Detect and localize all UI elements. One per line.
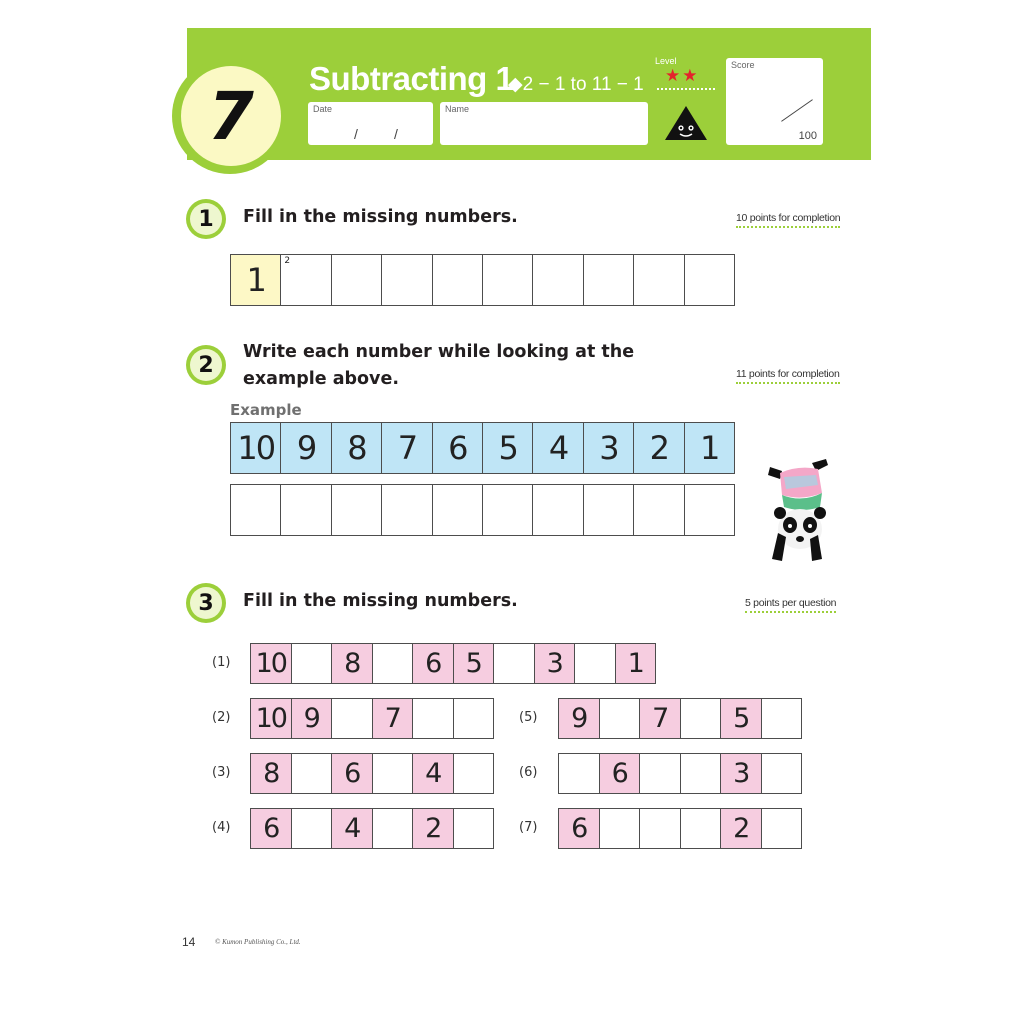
given-cell: 5	[720, 698, 762, 739]
answer-cell[interactable]	[558, 753, 600, 794]
example-cell: 7	[381, 422, 432, 474]
answer-cell[interactable]	[432, 254, 483, 306]
given-cell: 6	[599, 753, 641, 794]
level-stars: ★★	[665, 66, 700, 86]
hint-number: 2	[284, 256, 291, 266]
answer-cell[interactable]	[372, 808, 414, 849]
question-4-row	[250, 808, 494, 849]
answer-cell[interactable]	[639, 753, 681, 794]
answer-cell[interactable]	[372, 643, 414, 684]
date-slash: /	[354, 126, 358, 142]
handstand-panda-icon	[762, 455, 834, 567]
given-cell: 6	[412, 643, 454, 684]
answer-cell[interactable]	[583, 484, 634, 536]
copyright-notice: © Kumon Publishing Co., Ltd.	[215, 938, 301, 946]
answer-cell[interactable]	[482, 484, 533, 536]
given-cell: 2	[412, 808, 454, 849]
date-slash: /	[394, 126, 398, 142]
answer-cell[interactable]	[680, 753, 722, 794]
answer-cell[interactable]	[291, 808, 333, 849]
section-3-instruction: Fill in the missing numbers.	[243, 591, 518, 611]
answer-cell[interactable]	[639, 808, 681, 849]
example-row	[230, 422, 735, 474]
given-cell: 4	[331, 808, 373, 849]
section-2-number: 2	[190, 349, 222, 381]
example-cell: 6	[432, 422, 483, 474]
triangle-face-icon	[663, 104, 709, 142]
score-label: Score	[731, 60, 755, 70]
date-label: Date	[313, 104, 333, 114]
answer-cell[interactable]	[493, 643, 535, 684]
section-1-points: 10 points for completion	[736, 212, 840, 228]
answer-cell[interactable]	[412, 698, 454, 739]
given-cell: 10	[250, 698, 292, 739]
section-1-row	[230, 254, 735, 306]
question-3-row	[250, 753, 494, 794]
level-label: Level	[655, 56, 677, 66]
question-6-row	[558, 753, 802, 794]
question-1-label: (1)	[212, 655, 231, 670]
unit-number: 7	[208, 77, 254, 155]
answer-cell[interactable]	[453, 753, 495, 794]
page-number: 14	[182, 935, 196, 949]
question-5-row	[558, 698, 802, 739]
example-label: Example	[230, 401, 302, 419]
given-cell: 1	[615, 643, 657, 684]
section-2-instruction-line-2: example above.	[243, 369, 399, 389]
answer-cell[interactable]	[599, 698, 641, 739]
example-cell: 4	[532, 422, 583, 474]
example-cell: 10	[230, 422, 281, 474]
answer-cell[interactable]	[633, 484, 684, 536]
score-max: 100	[798, 130, 817, 142]
given-cell: 4	[412, 753, 454, 794]
question-1-row	[250, 643, 656, 684]
answer-cell[interactable]	[684, 254, 735, 306]
answer-cell[interactable]	[633, 254, 684, 306]
question-3-label: (3)	[212, 765, 231, 780]
answer-cell: 1	[230, 254, 281, 306]
given-cell: 6	[558, 808, 600, 849]
given-cell: 7	[372, 698, 414, 739]
answer-cell[interactable]	[280, 484, 331, 536]
given-cell: 7	[639, 698, 681, 739]
given-cell: 3	[534, 643, 576, 684]
score-slash	[781, 99, 813, 122]
answer-cell[interactable]	[331, 698, 373, 739]
given-cell: 3	[720, 753, 762, 794]
given-cell: 5	[453, 643, 495, 684]
answer-cell[interactable]	[761, 808, 803, 849]
level-divider	[657, 88, 715, 90]
worksheet-title: Subtracting 1	[309, 60, 514, 97]
answer-cell[interactable]	[684, 484, 735, 536]
answer-cell[interactable]	[599, 808, 641, 849]
question-7-label: (7)	[519, 820, 538, 835]
question-7-row	[558, 808, 802, 849]
question-4-label: (4)	[212, 820, 231, 835]
answer-cell[interactable]	[532, 254, 583, 306]
section-2-instruction-line-1: Write each number while looking at the	[243, 342, 635, 362]
answer-cell[interactable]	[574, 643, 616, 684]
example-cell: 5	[482, 422, 533, 474]
date-field[interactable]	[308, 102, 433, 145]
given-cell: 10	[250, 643, 292, 684]
answer-cell[interactable]	[680, 808, 722, 849]
answer-cell[interactable]	[532, 484, 583, 536]
answer-cell[interactable]	[381, 484, 432, 536]
given-cell: 8	[331, 643, 373, 684]
answer-cell[interactable]	[432, 484, 483, 536]
answer-cell[interactable]	[331, 254, 382, 306]
answer-cell[interactable]	[230, 484, 281, 536]
given-cell: 6	[331, 753, 373, 794]
answer-cell[interactable]	[482, 254, 533, 306]
worksheet-subtitle: ◆2 − 1 to 11 − 1	[508, 74, 644, 95]
given-cell: 8	[250, 753, 292, 794]
name-field[interactable]	[440, 102, 648, 145]
section-2-blank-row	[230, 484, 735, 536]
answer-cell[interactable]	[453, 698, 495, 739]
example-cell: 1	[684, 422, 735, 474]
answer-cell[interactable]	[372, 753, 414, 794]
section-2-points: 11 points for completion	[736, 368, 840, 384]
answer-cell[interactable]	[680, 698, 722, 739]
given-cell: 6	[250, 808, 292, 849]
question-5-label: (5)	[519, 710, 538, 725]
section-2-badge	[186, 345, 226, 385]
given-cell: 9	[558, 698, 600, 739]
section-3-badge	[186, 583, 226, 623]
answer-cell[interactable]	[761, 753, 803, 794]
section-1-badge	[186, 199, 226, 239]
answer-cell[interactable]	[453, 808, 495, 849]
section-3-number: 3	[190, 587, 222, 619]
answer-cell[interactable]	[583, 254, 634, 306]
section-1-number: 1	[190, 203, 222, 235]
section-1-instruction: Fill in the missing numbers.	[243, 207, 518, 227]
answer-cell[interactable]	[291, 753, 333, 794]
given-cell: 9	[291, 698, 333, 739]
score-field[interactable]	[726, 58, 823, 145]
section-3-points: 5 points per question	[745, 597, 836, 613]
question-2-label: (2)	[212, 710, 231, 725]
name-label: Name	[445, 104, 470, 114]
question-2-row	[250, 698, 494, 739]
question-6-label: (6)	[519, 765, 538, 780]
answer-cell[interactable]	[280, 254, 331, 306]
answer-cell[interactable]	[381, 254, 432, 306]
example-cell: 9	[280, 422, 331, 474]
answer-cell[interactable]	[291, 643, 333, 684]
example-cell: 8	[331, 422, 382, 474]
answer-cell[interactable]	[761, 698, 803, 739]
answer-cell[interactable]	[331, 484, 382, 536]
example-cell: 3	[583, 422, 634, 474]
given-cell: 2	[720, 808, 762, 849]
example-cell: 2	[633, 422, 684, 474]
